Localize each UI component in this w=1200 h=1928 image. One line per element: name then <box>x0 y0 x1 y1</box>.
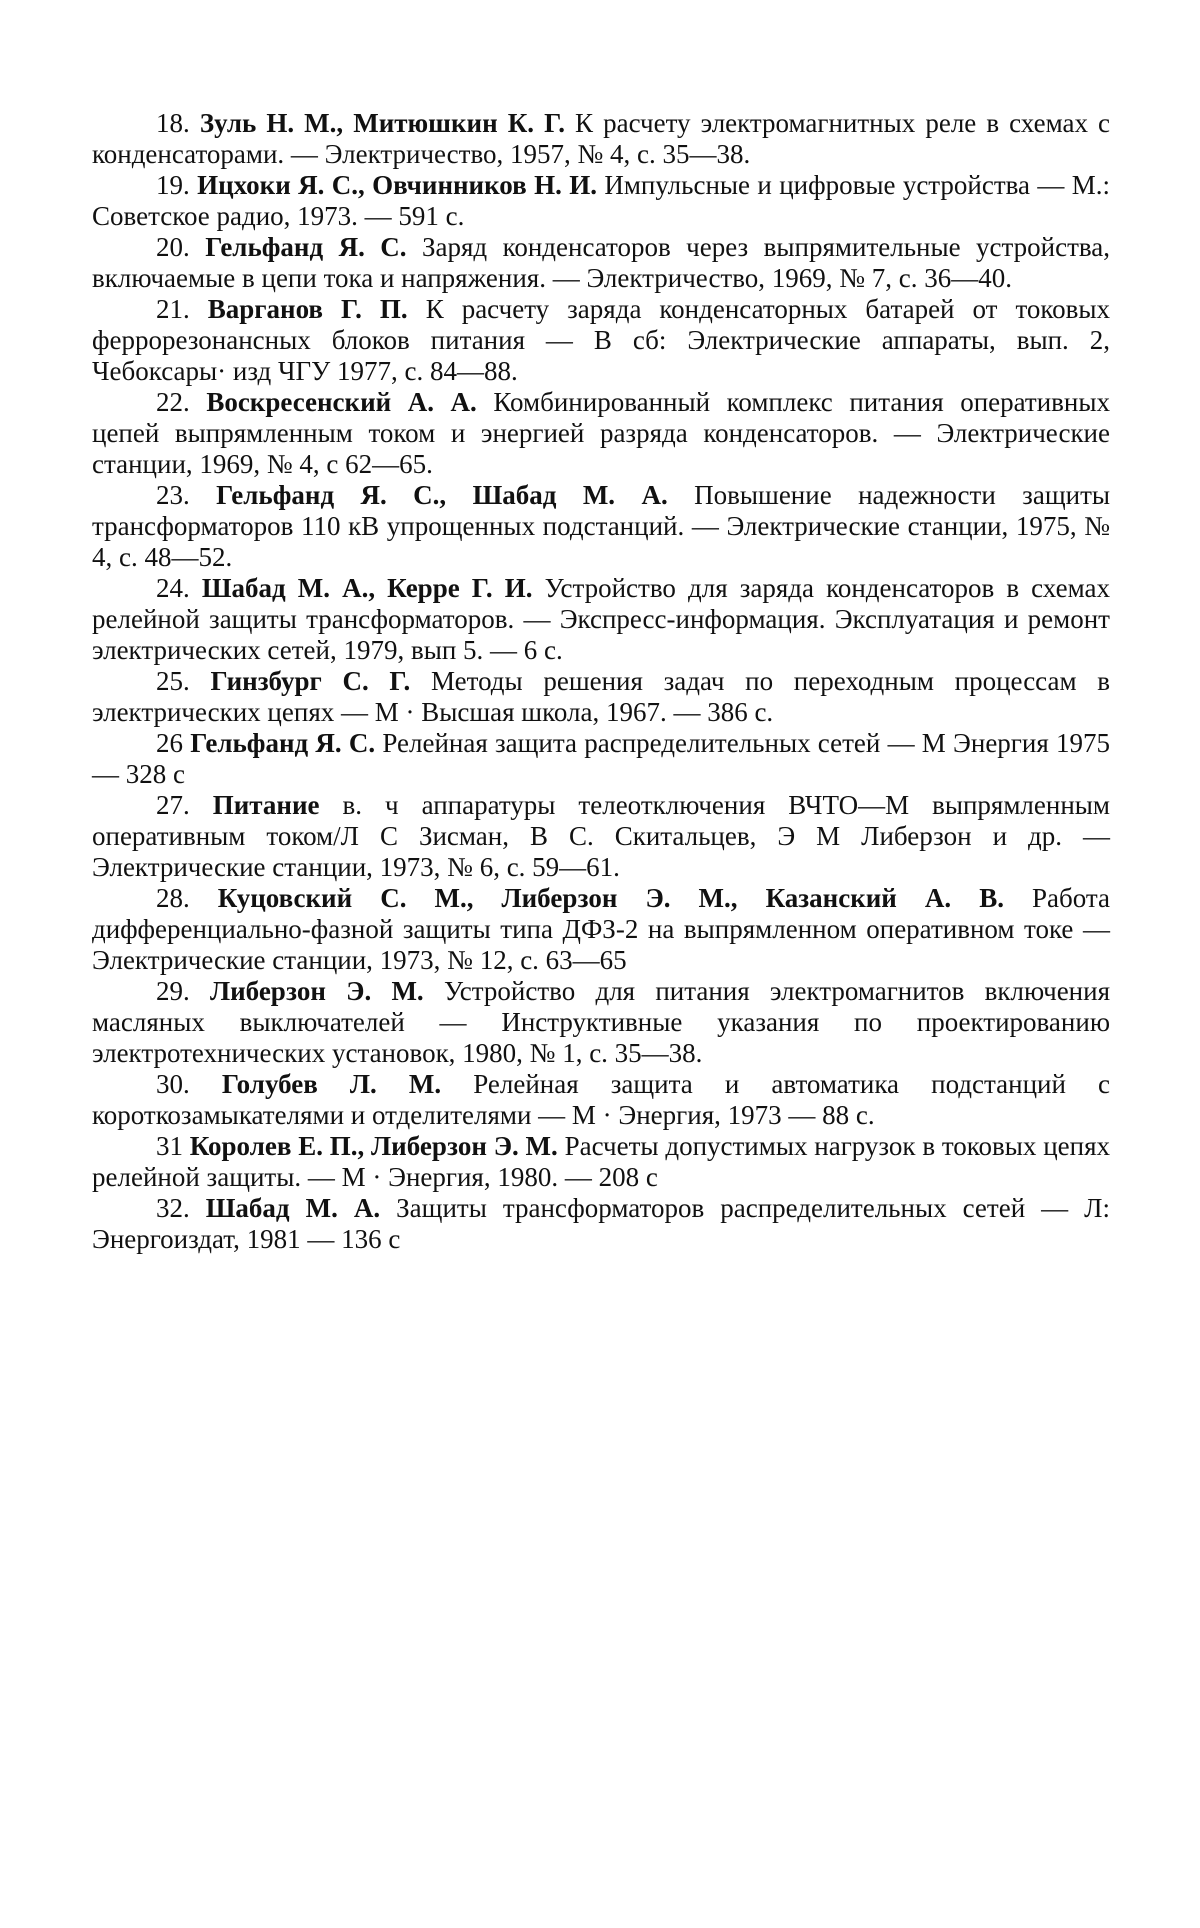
reference-authors: Воскресенский А. А. <box>206 387 477 417</box>
reference-number: 19. <box>156 170 190 200</box>
reference-number: 32. <box>156 1193 190 1223</box>
reference-item <box>92 728 1110 790</box>
reference-text: Устройство для заряда конденсаторов в схемах релейной защиты трансформаторов. — Экспресс-информация. Эксплуатация и ремонт электрических сетей, 1979, вып 5. — 6 с. <box>92 573 1111 665</box>
reference-number: 18. <box>156 108 190 138</box>
reference-number: 30. <box>156 1069 190 1099</box>
reference-text: К расчету электромагнитных реле в схемах с конденсаторами. — Электричество, 1957, № 4, с. 35—38. <box>92 108 1111 169</box>
reference-text: Работа дифференциально-фазной защиты типа ДФЗ-2 на выпрямленном оперативном токе — Электрические станции, 1973, № 12, с. 63—65 <box>92 883 1110 975</box>
reference-authors: Королев Е. П., Либерзон Э. М. <box>189 1131 558 1161</box>
reference-authors: Шабад М. А. <box>205 1193 381 1223</box>
reference-number: 22. <box>156 387 190 417</box>
reference-list <box>92 108 1110 1255</box>
reference-item <box>92 790 1110 883</box>
reference-text: Релейная защита распределительных сетей — М Энергия 1975 — 328 с <box>92 728 1110 789</box>
reference-item <box>92 232 1110 294</box>
reference-item <box>92 883 1110 976</box>
reference-item <box>92 294 1110 387</box>
reference-text: Устройство для питания электромагнитов включения масляных выключателей — Инструктивные указания по проектированию электротехнических установок, 1980, № 1, с. 35—38. <box>92 976 1111 1068</box>
reference-text: Заряд конденсаторов через выпрямительные устройства, включаемые в цепи тока и напряжения. — Электричество, 1969, № 7, с. 36—40. <box>92 232 1111 293</box>
reference-item <box>92 387 1110 480</box>
reference-text: Релейная защита и автоматика подстанций с короткозамыкателями и отделителями — М · Энергия, 1973 — 88 с. <box>92 1069 1111 1130</box>
reference-number: 24. <box>156 573 190 603</box>
reference-number: 23. <box>156 480 190 510</box>
reference-authors: Гельфанд Я. С. <box>205 232 407 262</box>
reference-number: 29. <box>156 976 190 1006</box>
reference-item <box>92 1131 1110 1193</box>
reference-authors: Гинзбург С. Г. <box>210 666 411 696</box>
reference-authors: Голубев Л. М. <box>221 1069 442 1099</box>
reference-item <box>92 480 1110 573</box>
reference-authors: Питание <box>212 790 320 820</box>
reference-text: Расчеты допустимых нагрузок в токовых цепях релейной защиты. — М · Энергия, 1980. — 208 с <box>92 1131 1111 1192</box>
reference-text: К расчету заряда конденсаторных батарей от токовых феррорезонансных блоков питания — В сб: Электрические аппараты, вып. 2, Чебоксары· изд ЧГУ 1977, с. 84—88. <box>92 294 1111 386</box>
reference-item <box>92 976 1110 1069</box>
reference-number: 21. <box>156 294 190 324</box>
reference-authors: Гельфанд Я. С., Шабад М. А. <box>216 480 668 510</box>
reference-authors: Шабад М. А., Керре Г. И. <box>201 573 533 603</box>
reference-item <box>92 573 1110 666</box>
reference-text: Импульсные и цифровые устройства — М.: Советское радио, 1973. — 591 с. <box>92 170 1111 231</box>
reference-number: 31 <box>156 1131 183 1161</box>
reference-item <box>92 666 1110 728</box>
reference-authors: Либерзон Э. М. <box>210 976 424 1006</box>
reference-text: Методы решения задач по переходным процессам в электрических цепях — М · Высшая школа, 1967. — 386 с. <box>92 666 1110 727</box>
reference-item <box>92 1069 1110 1131</box>
reference-text: в. ч аппаратуры телеотключения ВЧТО—М выпрямленным оперативным током/Л С Зисман, В С. Скитальцев, Э М Либерзон и др. — Электрические станции, 1973, № 6, с. 59—61. <box>92 790 1111 882</box>
reference-number: 26 <box>156 728 183 758</box>
reference-number: 28. <box>156 883 190 913</box>
reference-text: Повышение надежности защиты трансформаторов 110 кВ упрощенных подстанций. — Электрические станции, 1975, № 4, с. 48—52. <box>92 480 1111 572</box>
reference-authors: Ицхоки Я. С., Овчинников Н. И. <box>197 170 597 200</box>
reference-authors: Варганов Г. П. <box>207 294 408 324</box>
reference-text: Защиты трансформаторов распределительных сетей — Л: Энергоиздат, 1981 — 136 с <box>92 1193 1110 1254</box>
reference-number: 20. <box>156 232 190 262</box>
reference-number: 25. <box>156 666 190 696</box>
reference-item <box>92 1193 1110 1255</box>
reference-text: Комбинированный комплекс питания оперативных цепей выпрямленным током и энергией разряда конденсаторов. — Электрические станции, 1969, № 4, с 62—65. <box>92 387 1111 479</box>
reference-authors: Гельфанд Я. С. <box>190 728 376 758</box>
reference-authors: Куцовский С. М., Либерзон Э. М., Казанский А. В. <box>217 883 1004 913</box>
reference-number: 27. <box>156 790 190 820</box>
reference-item <box>92 170 1110 232</box>
reference-authors: Зуль Н. М., Митюшкин К. Г. <box>199 108 565 138</box>
reference-item <box>92 108 1110 170</box>
